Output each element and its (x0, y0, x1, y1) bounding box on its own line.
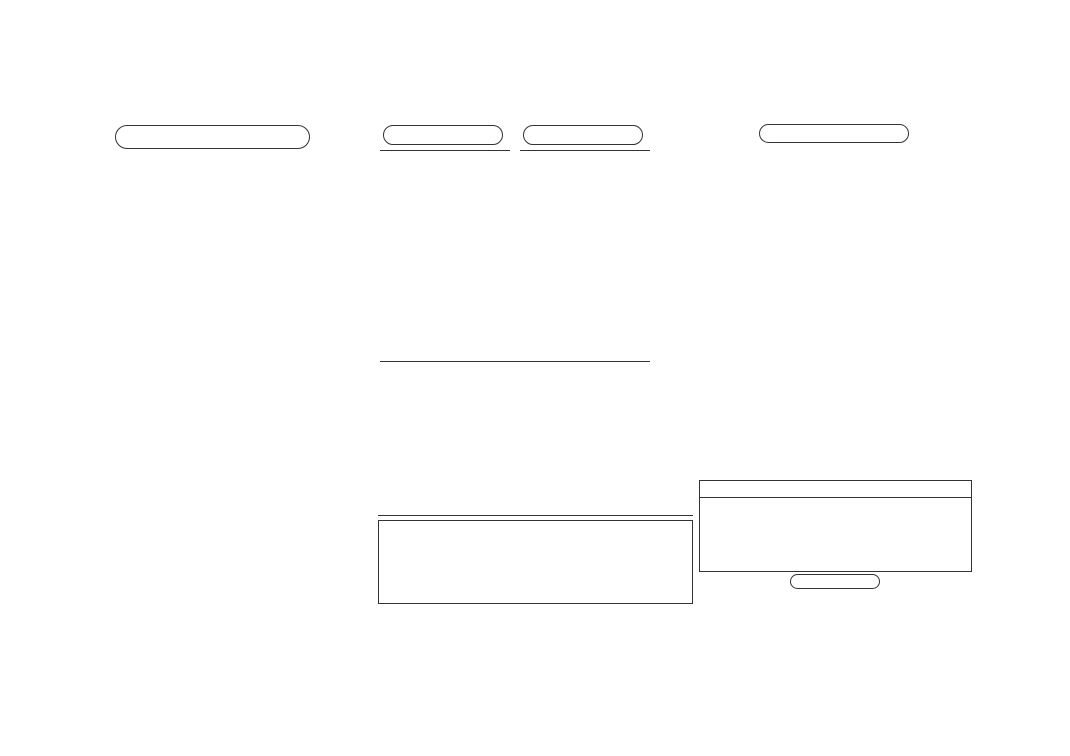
psalm-line (380, 361, 650, 362)
staff-line (378, 515, 693, 516)
sunday-service-title (115, 125, 310, 149)
service-volunteers-title (790, 574, 880, 589)
wed-header-line (520, 150, 650, 151)
bicycle-donors-box (699, 480, 972, 572)
pm-header-line (380, 150, 510, 151)
donors-divider (700, 497, 971, 498)
newcomers-title (759, 124, 909, 143)
afternoon-service-title (383, 125, 503, 145)
staff-box (378, 520, 693, 604)
wednesday-service-title (523, 125, 643, 145)
